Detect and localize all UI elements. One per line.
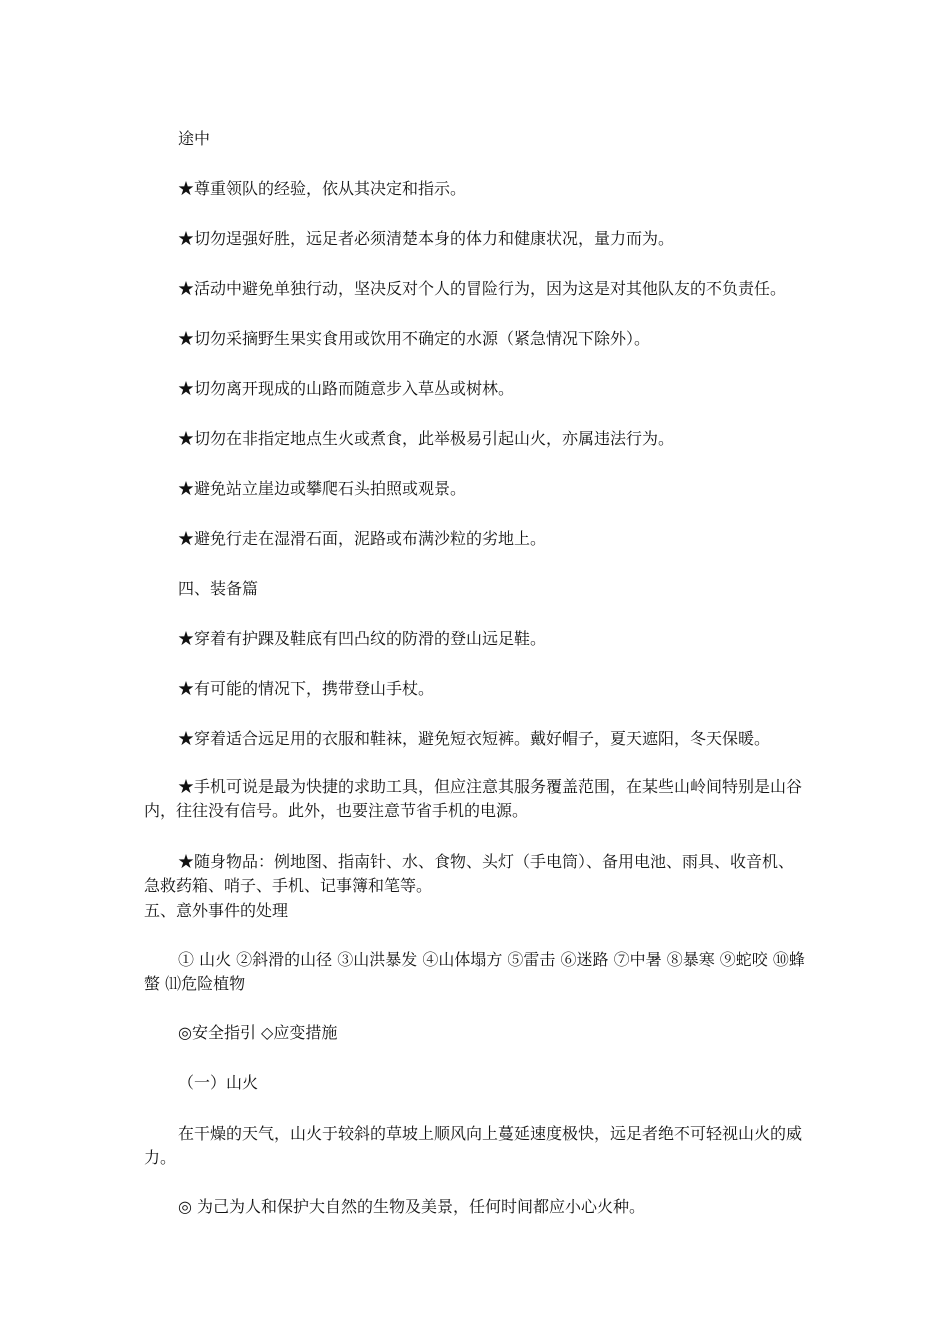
road-tip-3: ★活动中避免单独行动，坚决反对个人的冒险行为，因为这是对其他队友的不负责任。: [178, 279, 787, 298]
road-tip-7: ★避免站立崖边或攀爬石头拍照或观景。: [178, 479, 467, 498]
equipment-tip-2: ★有可能的情况下，携带登山手杖。: [178, 679, 435, 698]
road-tip-2: ★切勿逞强好胜，远足者必须清楚本身的体力和健康状况，量力而为。: [178, 229, 675, 248]
section-heading-accidents: 五、意外事件的处理: [144, 901, 289, 920]
road-tip-6: ★切勿在非指定地点生火或煮食，此举极易引起山火，亦属违法行为。: [178, 429, 675, 448]
accident-type-list: ① 山火 ②斜滑的山径 ③山洪暴发 ④山体塌方 ⑤雷击 ⑥迷路 ⑦中暑 ⑧暴寒 ⑨蛇咬 ⑩蜂螫 ⑾危险植物: [144, 950, 805, 993]
equipment-tip-1: ★穿着有护踝及鞋底有凹凸纹的防滑的登山远足鞋。: [178, 629, 547, 648]
equipment-tip-3: ★穿着适合远足用的衣服和鞋袜，避免短衣短裤。戴好帽子，夏天遮阳，冬天保暖。: [178, 729, 771, 748]
fire-intro-paragraph: 在干燥的天气，山火于较斜的草坡上顺风向上蔓延速度极快，远足者绝不可轻视山火的威力。: [144, 1124, 803, 1167]
section-heading-equipment: 四、装备篇: [178, 579, 259, 598]
subsection-heading-fire: （一）山火: [178, 1073, 259, 1092]
fire-safety-tip: ◎ 为己为人和保护大自然的生物及美景，任何时间都应小心火种。: [178, 1197, 646, 1216]
road-tip-4: ★切勿采摘野生果实食用或饮用不确定的水源（紧急情况下除外）。: [178, 329, 651, 348]
symbol-legend: ◎安全指引 ◇应变措施: [178, 1023, 338, 1042]
equipment-tip-5: ★随身物品：例地图、指南针、水、食物、头灯（手电筒）、备用电池、雨具、收音机、急救药箱、哨子、手机、记事簿和笔等。: [144, 852, 795, 895]
equipment-tip-4: ★手机可说是最为快捷的求助工具，但应注意其服务覆盖范围，在某些山岭间特别是山谷内，往往没有信号。此外，也要注意节省手机的电源。: [144, 777, 803, 820]
road-tip-8: ★避免行走在湿滑石面，泥路或布满沙粒的劣地上。: [178, 529, 547, 548]
section-heading-road: 途中: [178, 129, 211, 148]
road-tip-5: ★切勿离开现成的山路而随意步入草丛或树林。: [178, 379, 515, 398]
road-tip-1: ★尊重领队的经验，依从其决定和指示。: [178, 179, 467, 198]
